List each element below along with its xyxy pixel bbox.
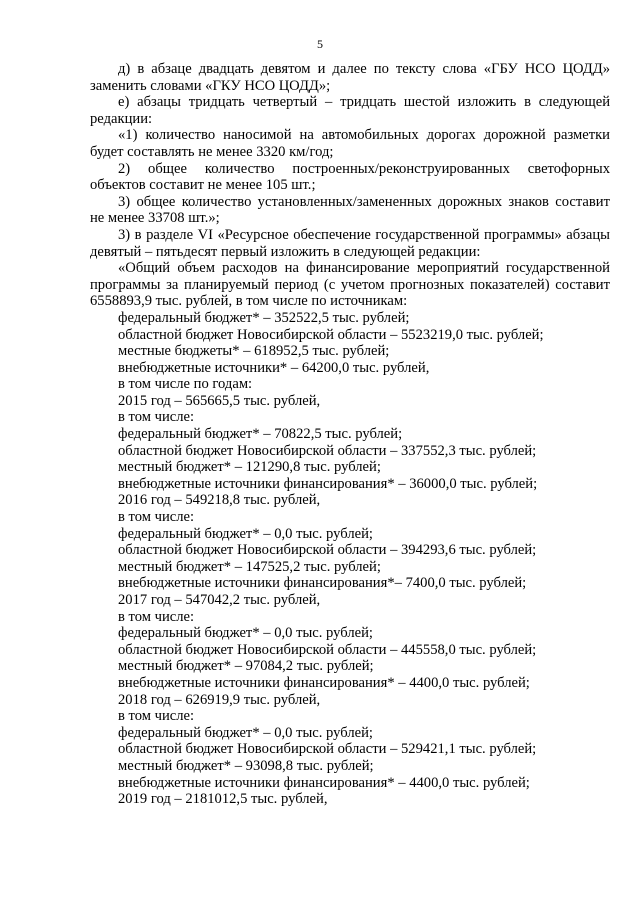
list-item: внебюджетные источники финансирования* – 4400,0 тыс. рублей; (118, 774, 530, 791)
list-item: внебюджетные источники финансирования* – 4400,0 тыс. рублей; (118, 674, 530, 691)
paragraph-total-funding: «Общий объем расходов на финансирование мероприятий государственной программы за планируемый период (с учетом прогнозных показателей) составит 6558893,9 тыс. рублей, в том числе по источникам: (90, 260, 610, 310)
list-item: в том числе: (118, 608, 195, 625)
list-item: областной бюджет Новосибирской области – 529421,1 тыс. рублей; (118, 741, 537, 758)
list-item: федеральный бюджет* – 352522,5 тыс. рублей; (118, 309, 410, 326)
list-item: в том числе: (118, 409, 195, 426)
year-2017-total: 2017 год – 547042,2 тыс. рублей, (118, 592, 321, 608)
list-item: внебюджетные источники* – 64200,0 тыс. рублей, (118, 359, 430, 376)
list-item: областной бюджет Новосибирской области – 5523219,0 тыс. рублей; (118, 326, 544, 343)
paragraph-item-e: е) абзацы тридцать четвертый – тридцать шестой изложить в следующей редакции: (90, 94, 610, 127)
list-item: в том числе: (118, 509, 195, 526)
list-item: внебюджетные источники финансирования*– 7400,0 тыс. рублей; (118, 575, 527, 592)
funding-list (90, 310, 610, 808)
paragraph-road-marking: «1) количество наносимой на автомобильных дорогах дорожной разметки будет составлять не менее 3320 км/год; (90, 127, 610, 160)
year-2016-total: 2016 год – 549218,8 тыс. рублей, (118, 492, 321, 509)
year-2015-total: 2015 год – 565665,5 тыс. рублей, (118, 392, 321, 409)
list-item: в том числе: (118, 708, 195, 725)
list-item: федеральный бюджет* – 0,0 тыс. рублей; (118, 724, 373, 741)
paragraph-section-vi: 3) в разделе VI «Ресурсное обеспечение государственной программы» абзацы девятый – пятьдесят первый изложить в следующей редакции: (90, 226, 610, 260)
list-item: федеральный бюджет* – 0,0 тыс. рублей; (118, 625, 373, 642)
list-item: местный бюджет* – 93098,8 тыс. рублей; (118, 757, 374, 774)
year-2018-total: 2018 год – 626919,9 тыс. рублей, (118, 691, 321, 708)
list-item: местный бюджет* – 147525,2 тыс. рублей; (118, 558, 381, 575)
page-number: 5 (317, 37, 323, 51)
list-item: областной бюджет Новосибирской области – 337552,3 тыс. рублей; (118, 442, 537, 459)
list-item: местный бюджет* – 97084,2 тыс. рублей; (118, 658, 374, 675)
paragraph-road-signs: 3) общее количество установленных/замененных дорожных знаков составит не менее 33708 шт.»; (90, 193, 610, 227)
list-item: областной бюджет Новосибирской области – 445558,0 тыс. рублей; (118, 641, 537, 658)
paragraph-item-d: д) в абзаце двадцать девятом и далее по тексту слова «ГБУ НСО ЦОДД» заменить словами «ГКУ НСО ЦОДД»; (90, 61, 610, 94)
paragraph-traffic-lights: 2) общее количество построенных/реконструированных светофорных объектов составит не менее 105 шт.; (90, 160, 610, 194)
list-item: федеральный бюджет* – 0,0 тыс. рублей; (118, 525, 373, 542)
list-item: федеральный бюджет* – 70822,5 тыс. рублей; (118, 426, 403, 443)
list-item: областной бюджет Новосибирской области – 394293,6 тыс. рублей; (118, 542, 537, 559)
list-item: местный бюджет* – 121290,8 тыс. рублей; (118, 459, 381, 476)
document-body (90, 61, 610, 808)
year-2019-total: 2019 год – 2181012,5 тыс. рублей, (118, 791, 328, 808)
list-item: местные бюджеты* – 618952,5 тыс. рублей; (118, 343, 390, 360)
list-item: в том числе по годам: (118, 376, 253, 393)
list-item: внебюджетные источники финансирования* – 36000,0 тыс. рублей; (118, 475, 538, 492)
